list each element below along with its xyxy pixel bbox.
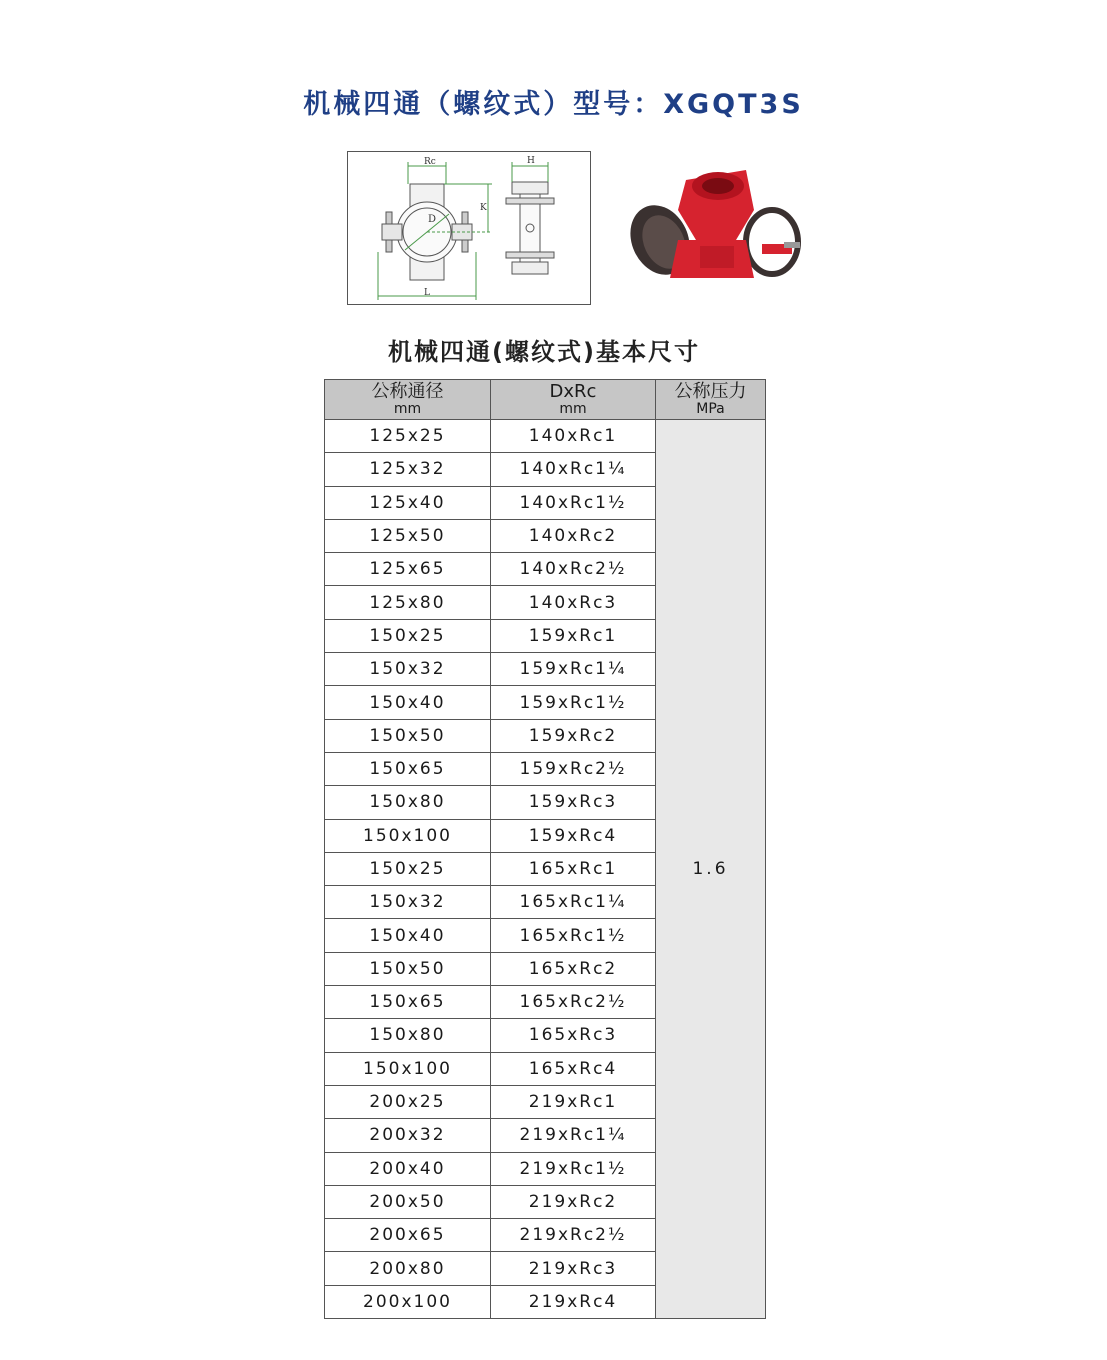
cell-dxrc: 140xRc1¼ — [491, 453, 656, 486]
cell-nominal-size: 125x40 — [325, 486, 491, 519]
dimension-label-h: H — [527, 156, 535, 166]
cell-nominal-size: 200x50 — [325, 1185, 491, 1218]
product-photo — [626, 150, 806, 290]
cell-dxrc: 219xRc2 — [491, 1185, 656, 1218]
header-label: DxRc — [549, 381, 597, 402]
cell-nominal-size: 150x25 — [325, 619, 491, 652]
cell-nominal-size: 150x65 — [325, 986, 491, 1019]
header-label: 公称通径 — [371, 381, 444, 402]
header-pressure — [656, 380, 766, 420]
cell-nominal-size: 200x65 — [325, 1219, 491, 1252]
cell-nominal-size: 125x80 — [325, 586, 491, 619]
cell-dxrc: 165xRc4 — [491, 1052, 656, 1085]
cell-nominal-size: 150x80 — [325, 786, 491, 819]
cell-nominal-size: 150x40 — [325, 919, 491, 952]
cell-nominal-size: 150x40 — [325, 686, 491, 719]
table-title: 机械四通(螺纹式)基本尺寸 — [388, 338, 700, 366]
cell-nominal-size: 125x32 — [325, 453, 491, 486]
cell-nominal-size: 200x100 — [325, 1285, 491, 1318]
table-row — [325, 420, 766, 453]
cell-dxrc: 159xRc1¼ — [491, 653, 656, 686]
cell-nominal-size: 150x32 — [325, 653, 491, 686]
cell-nominal-size: 150x50 — [325, 952, 491, 985]
cell-dxrc: 219xRc3 — [491, 1252, 656, 1285]
dimension-label-d: D — [428, 214, 437, 225]
cell-dxrc: 159xRc3 — [491, 786, 656, 819]
header-unit: mm — [393, 401, 422, 417]
cell-dxrc: 219xRc4 — [491, 1285, 656, 1318]
cell-dxrc: 165xRc1½ — [491, 919, 656, 952]
cell-dxrc: 219xRc1 — [491, 1085, 656, 1118]
cell-nominal-size: 150x32 — [325, 886, 491, 919]
cell-pressure: 1.6 — [656, 420, 766, 1319]
cell-nominal-size: 200x40 — [325, 1152, 491, 1185]
cell-nominal-size: 150x25 — [325, 852, 491, 885]
cell-nominal-size: 125x25 — [325, 420, 491, 453]
cell-nominal-size: 150x65 — [325, 752, 491, 785]
header-unit: mm — [559, 401, 587, 417]
cell-dxrc: 140xRc1 — [491, 420, 656, 453]
spec-table — [324, 379, 766, 1319]
cell-nominal-size: 150x100 — [325, 819, 491, 852]
cell-dxrc: 159xRc2 — [491, 719, 656, 752]
cell-nominal-size: 200x25 — [325, 1085, 491, 1118]
header-nominal-size — [325, 380, 491, 420]
cell-nominal-size: 150x50 — [325, 719, 491, 752]
dimension-label-l: L — [424, 288, 430, 298]
header-unit: MPa — [696, 401, 725, 417]
cell-dxrc: 140xRc1½ — [491, 486, 656, 519]
cell-dxrc: 159xRc2½ — [491, 752, 656, 785]
technical-drawing — [347, 151, 591, 305]
dimension-diagram — [348, 152, 590, 304]
cell-dxrc: 165xRc1¼ — [491, 886, 656, 919]
cell-nominal-size: 125x50 — [325, 519, 491, 552]
cell-dxrc: 165xRc2½ — [491, 986, 656, 1019]
dimension-label-rc: Rc — [424, 157, 436, 167]
cell-nominal-size: 200x32 — [325, 1119, 491, 1152]
cell-dxrc: 165xRc3 — [491, 1019, 656, 1052]
cell-dxrc: 159xRc1½ — [491, 686, 656, 719]
cell-dxrc: 159xRc1 — [491, 619, 656, 652]
cell-nominal-size: 150x80 — [325, 1019, 491, 1052]
header-label: 公称压力 — [674, 381, 747, 402]
cell-dxrc: 165xRc2 — [491, 952, 656, 985]
page-title: 机械四通（螺纹式）型号：XGQT3S — [303, 89, 804, 120]
cell-dxrc: 159xRc4 — [491, 819, 656, 852]
dimension-label-k: K — [480, 203, 487, 213]
cell-dxrc: 165xRc1 — [491, 852, 656, 885]
header-dxrc — [491, 380, 656, 420]
cell-dxrc: 219xRc1½ — [491, 1152, 656, 1185]
cell-dxrc: 140xRc2½ — [491, 553, 656, 586]
cell-dxrc: 140xRc2 — [491, 519, 656, 552]
cell-nominal-size: 200x80 — [325, 1252, 491, 1285]
cell-dxrc: 219xRc2½ — [491, 1219, 656, 1252]
cell-dxrc: 140xRc3 — [491, 586, 656, 619]
cell-nominal-size: 150x100 — [325, 1052, 491, 1085]
cell-dxrc: 219xRc1¼ — [491, 1119, 656, 1152]
cell-nominal-size: 125x65 — [325, 553, 491, 586]
